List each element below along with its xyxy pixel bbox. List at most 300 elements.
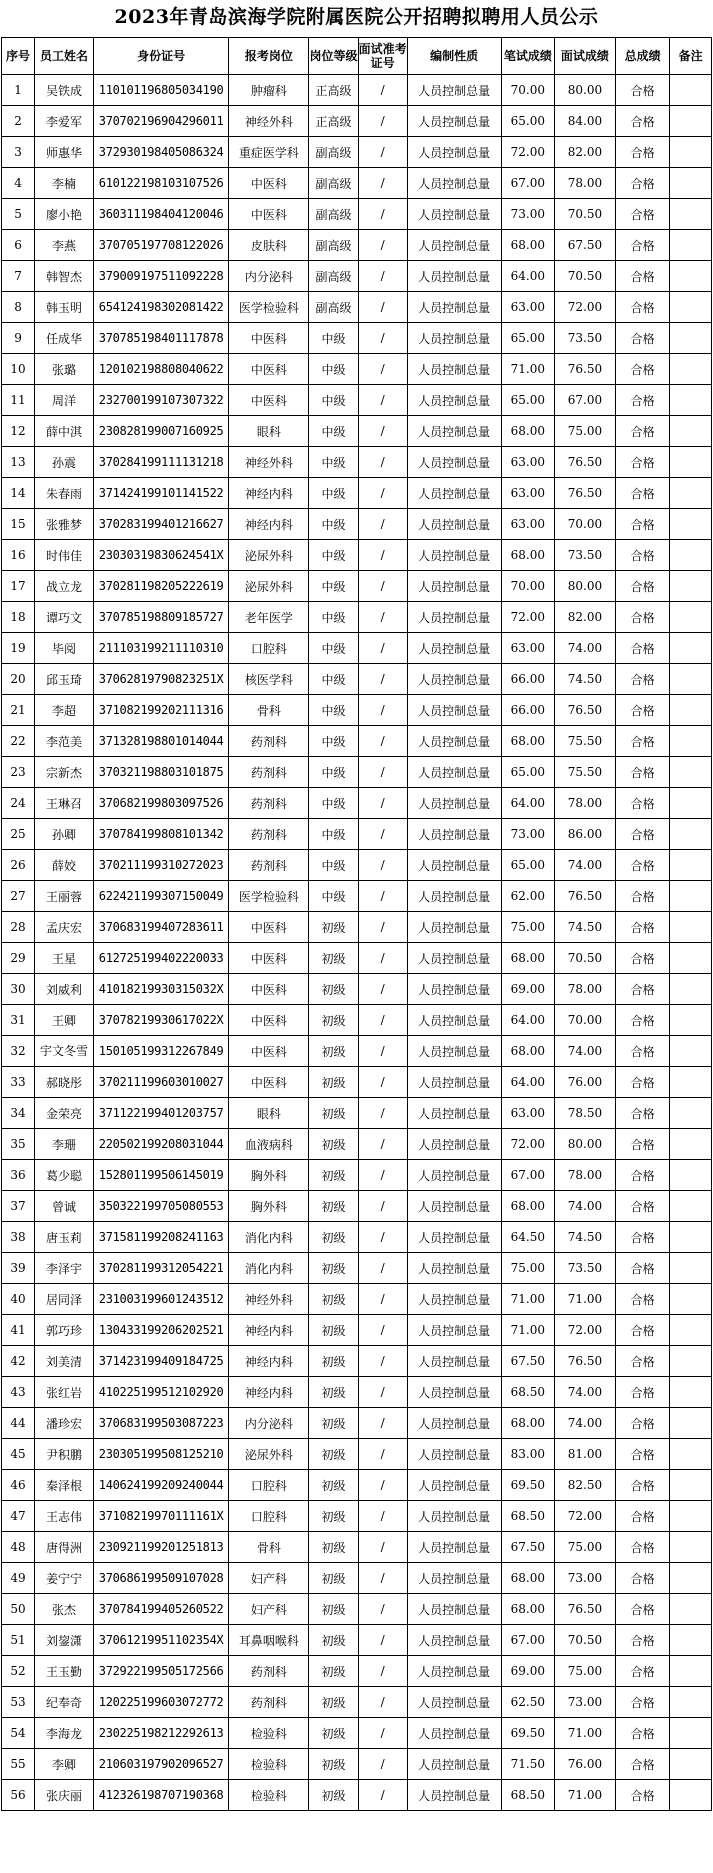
remark-cell <box>670 1687 712 1718</box>
position-cell: 口腔科 <box>229 1501 309 1532</box>
name-cell: 潘珍宏 <box>35 1408 94 1439</box>
position-cell: 胸外科 <box>229 1191 309 1222</box>
staffing-cell: 人员控制总量 <box>407 1470 501 1501</box>
staffing-cell: 人员控制总量 <box>407 664 501 695</box>
table-row <box>2 819 712 850</box>
level-cell: 初级 <box>309 1377 358 1408</box>
written-score-cell: 69.00 <box>501 1656 554 1687</box>
col-position-header: 报考岗位 <box>229 38 309 75</box>
written-score-cell: 63.00 <box>501 633 554 664</box>
total-result-cell: 合格 <box>615 1408 669 1439</box>
staffing-cell: 人员控制总量 <box>407 1036 501 1067</box>
position-cell: 药剂科 <box>229 726 309 757</box>
remark-cell <box>670 1780 712 1811</box>
staffing-cell: 人员控制总量 <box>407 819 501 850</box>
name-cell: 师惠华 <box>35 137 94 168</box>
id-number-cell: 37108219970111161X <box>93 1501 229 1532</box>
name-cell: 刘威利 <box>35 974 94 1005</box>
exam-no-cell: / <box>358 199 407 230</box>
exam-no-cell: / <box>358 1749 407 1780</box>
level-cell: 中级 <box>309 385 358 416</box>
total-result-cell: 合格 <box>615 447 669 478</box>
position-cell: 眼科 <box>229 416 309 447</box>
interview-score-cell: 72.00 <box>555 292 616 323</box>
seq-cell: 33 <box>2 1067 35 1098</box>
exam-no-cell: / <box>358 509 407 540</box>
col-written-header: 笔试成绩 <box>501 38 554 75</box>
interview-score-cell: 74.00 <box>555 1408 616 1439</box>
interview-score-cell: 74.50 <box>555 1222 616 1253</box>
level-cell: 初级 <box>309 1222 358 1253</box>
written-score-cell: 64.00 <box>501 788 554 819</box>
exam-no-cell: / <box>358 1470 407 1501</box>
total-result-cell: 合格 <box>615 571 669 602</box>
exam-no-cell: / <box>358 664 407 695</box>
total-result-cell: 合格 <box>615 1222 669 1253</box>
name-cell: 张雅梦 <box>35 509 94 540</box>
interview-score-cell: 71.00 <box>555 1284 616 1315</box>
exam-no-cell: / <box>358 137 407 168</box>
interview-score-cell: 82.00 <box>555 602 616 633</box>
total-result-cell: 合格 <box>615 1377 669 1408</box>
interview-score-cell: 76.50 <box>555 1346 616 1377</box>
seq-cell: 5 <box>2 199 35 230</box>
interview-score-cell: 74.00 <box>555 633 616 664</box>
level-cell: 初级 <box>309 974 358 1005</box>
exam-no-cell: / <box>358 447 407 478</box>
id-number-cell: 372930198405086324 <box>93 137 229 168</box>
total-result-cell: 合格 <box>615 1284 669 1315</box>
level-cell: 初级 <box>309 1408 358 1439</box>
name-cell: 李珊 <box>35 1129 94 1160</box>
id-number-cell: 130433199206202521 <box>93 1315 229 1346</box>
written-score-cell: 63.00 <box>501 509 554 540</box>
seq-cell: 55 <box>2 1749 35 1780</box>
level-cell: 中级 <box>309 881 358 912</box>
id-number-cell: 120102198808040622 <box>93 354 229 385</box>
position-cell: 中医科 <box>229 912 309 943</box>
name-cell: 孙震 <box>35 447 94 478</box>
level-cell: 中级 <box>309 323 358 354</box>
staffing-cell: 人员控制总量 <box>407 416 501 447</box>
exam-no-cell: / <box>358 757 407 788</box>
staffing-cell: 人员控制总量 <box>407 509 501 540</box>
staffing-cell: 人员控制总量 <box>407 354 501 385</box>
remark-cell <box>670 1501 712 1532</box>
interview-score-cell: 80.00 <box>555 571 616 602</box>
staffing-cell: 人员控制总量 <box>407 633 501 664</box>
staffing-cell: 人员控制总量 <box>407 602 501 633</box>
total-result-cell: 合格 <box>615 1563 669 1594</box>
interview-score-cell: 70.00 <box>555 509 616 540</box>
seq-cell: 4 <box>2 168 35 199</box>
remark-cell <box>670 1377 712 1408</box>
written-score-cell: 68.00 <box>501 1594 554 1625</box>
position-cell: 泌尿外科 <box>229 1439 309 1470</box>
seq-cell: 50 <box>2 1594 35 1625</box>
id-number-cell: 360311198404120046 <box>93 199 229 230</box>
name-cell: 孟庆宏 <box>35 912 94 943</box>
written-score-cell: 68.50 <box>501 1780 554 1811</box>
id-number-cell: 150105199312267849 <box>93 1036 229 1067</box>
level-cell: 初级 <box>309 1625 358 1656</box>
name-cell: 毕阅 <box>35 633 94 664</box>
position-cell: 检验科 <box>229 1780 309 1811</box>
exam-no-cell: / <box>358 1222 407 1253</box>
staffing-cell: 人员控制总量 <box>407 447 501 478</box>
level-cell: 中级 <box>309 602 358 633</box>
total-result-cell: 合格 <box>615 912 669 943</box>
name-cell: 薛姣 <box>35 850 94 881</box>
interview-score-cell: 72.00 <box>555 1501 616 1532</box>
table-row <box>2 137 712 168</box>
id-number-cell: 412326198707190368 <box>93 1780 229 1811</box>
level-cell: 初级 <box>309 1563 358 1594</box>
level-cell: 副高级 <box>309 137 358 168</box>
exam-no-cell: / <box>358 1346 407 1377</box>
remark-cell <box>670 788 712 819</box>
staffing-cell: 人员控制总量 <box>407 1501 501 1532</box>
name-cell: 周洋 <box>35 385 94 416</box>
remark-cell <box>670 943 712 974</box>
table-row <box>2 75 712 106</box>
level-cell: 初级 <box>309 912 358 943</box>
position-cell: 中医科 <box>229 1005 309 1036</box>
total-result-cell: 合格 <box>615 1036 669 1067</box>
remark-cell <box>670 974 712 1005</box>
written-score-cell: 83.00 <box>501 1439 554 1470</box>
table-row <box>2 695 712 726</box>
level-cell: 中级 <box>309 478 358 509</box>
id-number-cell: 370281199312054221 <box>93 1253 229 1284</box>
table-row <box>2 1470 712 1501</box>
remark-cell <box>670 1315 712 1346</box>
name-cell: 金荣亮 <box>35 1098 94 1129</box>
total-result-cell: 合格 <box>615 354 669 385</box>
total-result-cell: 合格 <box>615 323 669 354</box>
interview-score-cell: 75.00 <box>555 416 616 447</box>
name-cell: 谭巧文 <box>35 602 94 633</box>
level-cell: 初级 <box>309 1532 358 1563</box>
exam-no-cell: / <box>358 1160 407 1191</box>
remark-cell <box>670 199 712 230</box>
remark-cell <box>670 1439 712 1470</box>
table-row <box>2 447 712 478</box>
id-number-cell: 370705197708122026 <box>93 230 229 261</box>
interview-score-cell: 76.00 <box>555 1067 616 1098</box>
name-cell: 李超 <box>35 695 94 726</box>
total-result-cell: 合格 <box>615 478 669 509</box>
name-cell: 战立龙 <box>35 571 94 602</box>
level-cell: 中级 <box>309 633 358 664</box>
level-cell: 中级 <box>309 695 358 726</box>
position-cell: 妇产科 <box>229 1594 309 1625</box>
id-number-cell: 371423199409184725 <box>93 1346 229 1377</box>
seq-cell: 35 <box>2 1129 35 1160</box>
written-score-cell: 68.50 <box>501 1377 554 1408</box>
seq-cell: 41 <box>2 1315 35 1346</box>
staffing-cell: 人员控制总量 <box>407 788 501 819</box>
remark-cell <box>670 540 712 571</box>
remark-cell <box>670 1594 712 1625</box>
name-cell: 尹积鹏 <box>35 1439 94 1470</box>
id-number-cell: 370211199603010027 <box>93 1067 229 1098</box>
interview-score-cell: 74.00 <box>555 1377 616 1408</box>
col-id-header: 身份证号 <box>93 38 229 75</box>
id-number-cell: 370785198809185727 <box>93 602 229 633</box>
table-row <box>2 1532 712 1563</box>
level-cell: 初级 <box>309 1253 358 1284</box>
interview-score-cell: 73.50 <box>555 540 616 571</box>
id-number-cell: 370283199401216627 <box>93 509 229 540</box>
remark-cell <box>670 1408 712 1439</box>
seq-cell: 10 <box>2 354 35 385</box>
table-row <box>2 1129 712 1160</box>
table-row <box>2 292 712 323</box>
interview-score-cell: 73.00 <box>555 1563 616 1594</box>
header-row <box>2 38 712 75</box>
written-score-cell: 71.00 <box>501 1315 554 1346</box>
staffing-cell: 人员控制总量 <box>407 1625 501 1656</box>
interview-score-cell: 78.50 <box>555 1098 616 1129</box>
staffing-cell: 人员控制总量 <box>407 1346 501 1377</box>
level-cell: 初级 <box>309 1470 358 1501</box>
interview-score-cell: 70.50 <box>555 199 616 230</box>
written-score-cell: 68.00 <box>501 416 554 447</box>
level-cell: 中级 <box>309 540 358 571</box>
written-score-cell: 68.00 <box>501 1191 554 1222</box>
name-cell: 时伟佳 <box>35 540 94 571</box>
position-cell: 内分泌科 <box>229 1408 309 1439</box>
seq-cell: 43 <box>2 1377 35 1408</box>
id-number-cell: 230305199508125210 <box>93 1439 229 1470</box>
level-cell: 初级 <box>309 1005 358 1036</box>
table-row <box>2 323 712 354</box>
written-score-cell: 68.00 <box>501 943 554 974</box>
exam-no-cell: / <box>358 540 407 571</box>
id-number-cell: 370211199310272023 <box>93 850 229 881</box>
total-result-cell: 合格 <box>615 1439 669 1470</box>
exam-no-cell: / <box>358 1687 407 1718</box>
seq-cell: 25 <box>2 819 35 850</box>
exam-no-cell: / <box>358 602 407 633</box>
name-cell: 郭巧珍 <box>35 1315 94 1346</box>
interview-score-cell: 76.50 <box>555 1594 616 1625</box>
interview-score-cell: 76.50 <box>555 447 616 478</box>
id-number-cell: 370321198803101875 <box>93 757 229 788</box>
exam-no-cell: / <box>358 571 407 602</box>
total-result-cell: 合格 <box>615 1780 669 1811</box>
written-score-cell: 69.50 <box>501 1718 554 1749</box>
written-score-cell: 65.00 <box>501 323 554 354</box>
staffing-cell: 人员控制总量 <box>407 385 501 416</box>
exam-no-cell: / <box>358 726 407 757</box>
table-body <box>2 75 712 1811</box>
interview-score-cell: 76.50 <box>555 354 616 385</box>
position-cell: 药剂科 <box>229 1656 309 1687</box>
name-cell: 李泽宇 <box>35 1253 94 1284</box>
staffing-cell: 人员控制总量 <box>407 1563 501 1594</box>
exam-no-cell: / <box>358 1191 407 1222</box>
remark-cell <box>670 168 712 199</box>
level-cell: 中级 <box>309 664 358 695</box>
remark-cell <box>670 137 712 168</box>
written-score-cell: 68.00 <box>501 726 554 757</box>
interview-score-cell: 84.00 <box>555 106 616 137</box>
exam-no-cell: / <box>358 1284 407 1315</box>
interview-score-cell: 73.00 <box>555 1687 616 1718</box>
name-cell: 王卿 <box>35 1005 94 1036</box>
level-cell: 副高级 <box>309 261 358 292</box>
id-number-cell: 350322199705080553 <box>93 1191 229 1222</box>
exam-no-cell: / <box>358 633 407 664</box>
written-score-cell: 65.00 <box>501 385 554 416</box>
remark-cell <box>670 571 712 602</box>
level-cell: 副高级 <box>309 168 358 199</box>
seq-cell: 48 <box>2 1532 35 1563</box>
written-score-cell: 68.00 <box>501 230 554 261</box>
interview-score-cell: 71.00 <box>555 1718 616 1749</box>
exam-no-cell: / <box>358 1098 407 1129</box>
name-cell: 纪奉奇 <box>35 1687 94 1718</box>
table-row <box>2 850 712 881</box>
id-number-cell: 232700199107307322 <box>93 385 229 416</box>
table-row <box>2 974 712 1005</box>
level-cell: 中级 <box>309 447 358 478</box>
col-remark-header: 备注 <box>670 38 712 75</box>
exam-no-cell: / <box>358 106 407 137</box>
exam-no-cell: / <box>358 1532 407 1563</box>
remark-cell <box>670 664 712 695</box>
total-result-cell: 合格 <box>615 1656 669 1687</box>
seq-cell: 26 <box>2 850 35 881</box>
name-cell: 吴铁成 <box>35 75 94 106</box>
level-cell: 初级 <box>309 1315 358 1346</box>
total-result-cell: 合格 <box>615 819 669 850</box>
written-score-cell: 68.00 <box>501 1408 554 1439</box>
level-cell: 初级 <box>309 1098 358 1129</box>
written-score-cell: 72.00 <box>501 1129 554 1160</box>
position-cell: 耳鼻咽喉科 <box>229 1625 309 1656</box>
seq-cell: 8 <box>2 292 35 323</box>
staffing-cell: 人员控制总量 <box>407 1284 501 1315</box>
id-number-cell: 37061219951102354X <box>93 1625 229 1656</box>
staffing-cell: 人员控制总量 <box>407 881 501 912</box>
written-score-cell: 72.00 <box>501 137 554 168</box>
name-cell: 李海龙 <box>35 1718 94 1749</box>
table-row <box>2 1439 712 1470</box>
staffing-cell: 人员控制总量 <box>407 757 501 788</box>
written-score-cell: 67.00 <box>501 168 554 199</box>
total-result-cell: 合格 <box>615 757 669 788</box>
table-row <box>2 1625 712 1656</box>
name-cell: 李爱军 <box>35 106 94 137</box>
seq-cell: 56 <box>2 1780 35 1811</box>
seq-cell: 1 <box>2 75 35 106</box>
name-cell: 唐玉莉 <box>35 1222 94 1253</box>
written-score-cell: 63.00 <box>501 478 554 509</box>
position-cell: 中医科 <box>229 1067 309 1098</box>
remark-cell <box>670 1470 712 1501</box>
exam-no-cell: / <box>358 1718 407 1749</box>
position-cell: 药剂科 <box>229 788 309 819</box>
staffing-cell: 人员控制总量 <box>407 943 501 974</box>
name-cell: 郝晓彤 <box>35 1067 94 1098</box>
remark-cell <box>670 261 712 292</box>
written-score-cell: 65.00 <box>501 850 554 881</box>
position-cell: 重症医学科 <box>229 137 309 168</box>
exam-no-cell: / <box>358 819 407 850</box>
exam-no-cell: / <box>358 416 407 447</box>
remark-cell <box>670 1284 712 1315</box>
remark-cell <box>670 1346 712 1377</box>
exam-no-cell: / <box>358 1253 407 1284</box>
seq-cell: 28 <box>2 912 35 943</box>
total-result-cell: 合格 <box>615 1532 669 1563</box>
total-result-cell: 合格 <box>615 1129 669 1160</box>
level-cell: 初级 <box>309 1191 358 1222</box>
interview-score-cell: 70.50 <box>555 1625 616 1656</box>
table-row <box>2 1501 712 1532</box>
written-score-cell: 67.00 <box>501 1625 554 1656</box>
staffing-cell: 人员控制总量 <box>407 1222 501 1253</box>
seq-cell: 44 <box>2 1408 35 1439</box>
remark-cell <box>670 912 712 943</box>
written-score-cell: 66.00 <box>501 695 554 726</box>
exam-no-cell: / <box>358 974 407 1005</box>
table-row <box>2 1005 712 1036</box>
name-cell: 李楠 <box>35 168 94 199</box>
written-score-cell: 62.00 <box>501 881 554 912</box>
total-result-cell: 合格 <box>615 881 669 912</box>
staffing-cell: 人员控制总量 <box>407 571 501 602</box>
id-number-cell: 371328198801014044 <box>93 726 229 757</box>
position-cell: 内分泌科 <box>229 261 309 292</box>
id-number-cell: 370284199111131218 <box>93 447 229 478</box>
interview-score-cell: 74.00 <box>555 1191 616 1222</box>
seq-cell: 22 <box>2 726 35 757</box>
seq-cell: 40 <box>2 1284 35 1315</box>
id-number-cell: 370682199803097526 <box>93 788 229 819</box>
interview-score-cell: 67.00 <box>555 385 616 416</box>
exam-no-cell: / <box>358 850 407 881</box>
level-cell: 初级 <box>309 1687 358 1718</box>
total-result-cell: 合格 <box>615 1098 669 1129</box>
level-cell: 中级 <box>309 757 358 788</box>
exam-no-cell: / <box>358 261 407 292</box>
seq-cell: 37 <box>2 1191 35 1222</box>
staffing-cell: 人员控制总量 <box>407 850 501 881</box>
seq-cell: 14 <box>2 478 35 509</box>
id-number-cell: 371082199202111316 <box>93 695 229 726</box>
position-cell: 药剂科 <box>229 850 309 881</box>
seq-cell: 15 <box>2 509 35 540</box>
written-score-cell: 67.50 <box>501 1346 554 1377</box>
staffing-cell: 人员控制总量 <box>407 1067 501 1098</box>
seq-cell: 3 <box>2 137 35 168</box>
interview-score-cell: 74.00 <box>555 850 616 881</box>
seq-cell: 18 <box>2 602 35 633</box>
remark-cell <box>670 850 712 881</box>
staffing-cell: 人员控制总量 <box>407 1098 501 1129</box>
position-cell: 泌尿外科 <box>229 571 309 602</box>
name-cell: 李范美 <box>35 726 94 757</box>
seq-cell: 53 <box>2 1687 35 1718</box>
seq-cell: 21 <box>2 695 35 726</box>
total-result-cell: 合格 <box>615 385 669 416</box>
position-cell: 胸外科 <box>229 1160 309 1191</box>
staffing-cell: 人员控制总量 <box>407 230 501 261</box>
